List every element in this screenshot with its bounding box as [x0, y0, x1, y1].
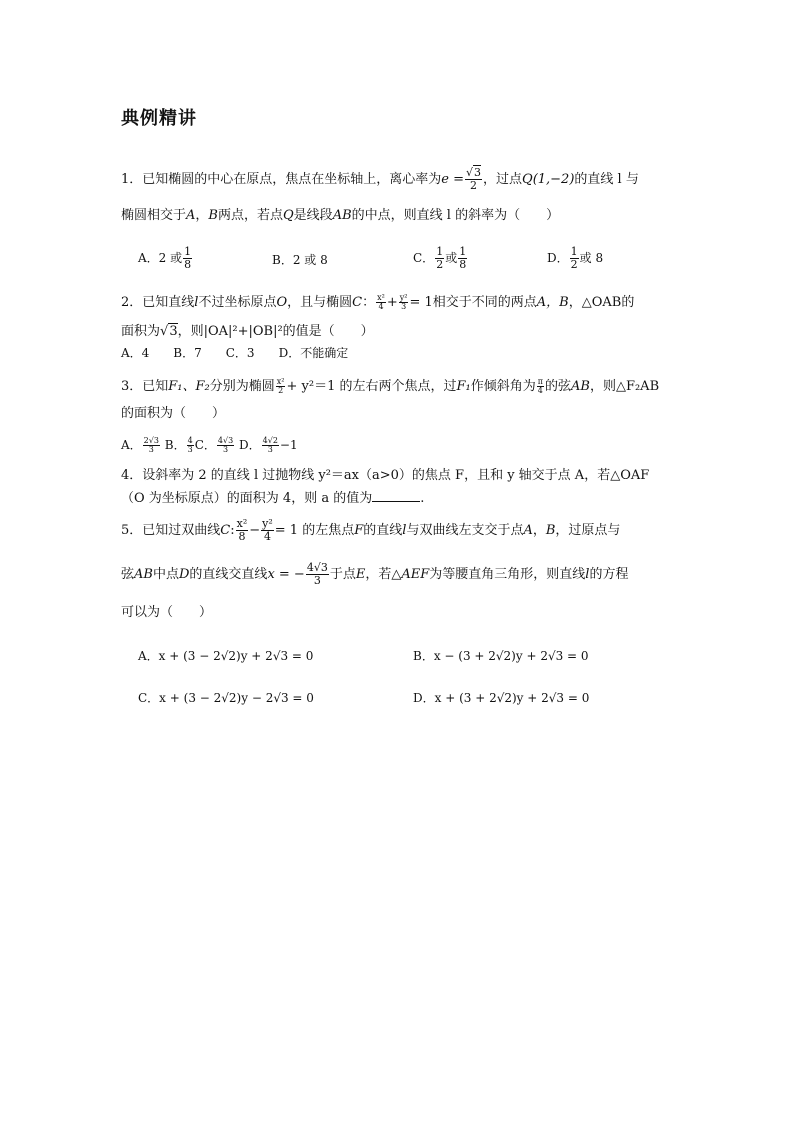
- q5-line-2: 弦AB中点D的直线交直线x = − $\frac{4√3}{3}$ 于点E，若△AEF为等腰直角三角形，则直线l的方程: [121, 561, 629, 587]
- q1-ecc-fraction: $\frac{√3}{2}$: [466, 166, 482, 192]
- q5-line-3: 可以为（ ）: [121, 605, 213, 620]
- q4-line-1: 4．设斜率为 2 的直线 l 过抛物线 y²＝ax（a>0）的焦点 F，且和 y 轴交于点 A，若△OAF: [121, 468, 650, 483]
- q1-ecc-label: e =: [441, 172, 464, 187]
- q3-line-1: 3．已知F₁、F₂分别为椭圆 $\frac{\text{x²}}{2}$ + y²＝1 的左右两个焦点，过F₁作倾斜角为 $\frac{\pi}{4}$ 的弦AB，则△F₂AB: [121, 377, 660, 395]
- q1-option-a: A．2 或 $\frac{1}{8}$: [138, 245, 192, 271]
- q3-line-2: 的面积为（ ）: [121, 406, 226, 421]
- q2-line-2: 面积为√3，则|OA|²+|OB|²的值是（ ）: [121, 324, 374, 339]
- q1-option-b: B．2 或 8: [272, 253, 328, 267]
- q1-line-1: 1．已知椭圆的中心在原点，焦点在坐标轴上，离心率为e = $\frac{√3}{2}$ ，过点Q(1,−2)的直线 l 与: [121, 166, 639, 192]
- q5-option-b: B．x − (3 + 2√2)y + 2√3 = 0: [413, 649, 589, 663]
- q2-options: A．4 B．7 C．3 D．不能确定: [121, 346, 349, 360]
- q5-option-c: C．x + (3 − 2√2)y − 2√3 = 0: [138, 691, 314, 705]
- q1-option-d: D． $\frac{1}{2}$ 或 8: [547, 245, 604, 271]
- q2-line-1: 2．已知直线l不过坐标原点O，且与椭圆C： $\frac{\text{x²}}{4}$ + $\frac{\text{y²}}{3}$ = 1相交于不同的两点A，B，△OAB的: [121, 293, 635, 311]
- q5-option-d: D．x + (3 + 2√2)y + 2√3 = 0: [413, 691, 590, 705]
- q5-option-a: A．x + (3 − 2√2)y + 2√3 = 0: [138, 649, 314, 663]
- section-heading: 典例精讲: [121, 108, 197, 129]
- q4-line-2: （O 为坐标原点）的面积为 4，则 a 的值为 .: [121, 491, 425, 506]
- q1-point: Q(1,−2): [522, 172, 575, 187]
- q1-text: 1．已知椭圆的中心在原点，焦点在坐标轴上，离心率为: [121, 172, 442, 187]
- answer-blank[interactable]: [372, 489, 420, 502]
- q3-options: A． $\frac{2√3}{3}$ B． $\frac{4}{3}$ C． $\frac{4√3}{3}$ D． $\frac{4√2}{3}$ −1: [121, 436, 298, 454]
- q5-line-1: 5．已知过双曲线C: $\frac{\text{x²}}{8}$ − $\frac{\text{y²}}{4}$ = 1 的左焦点F的直线l与双曲线左支交于点A，B，过原点与: [121, 517, 621, 543]
- q1-option-c: C． $\frac{1}{2}$ 或 $\frac{1}{8}$: [413, 245, 467, 271]
- q1-line-2: 椭圆相交于A，B两点，若点Q是线段AB的中点，则直线 l 的斜率为（ ）: [121, 208, 560, 223]
